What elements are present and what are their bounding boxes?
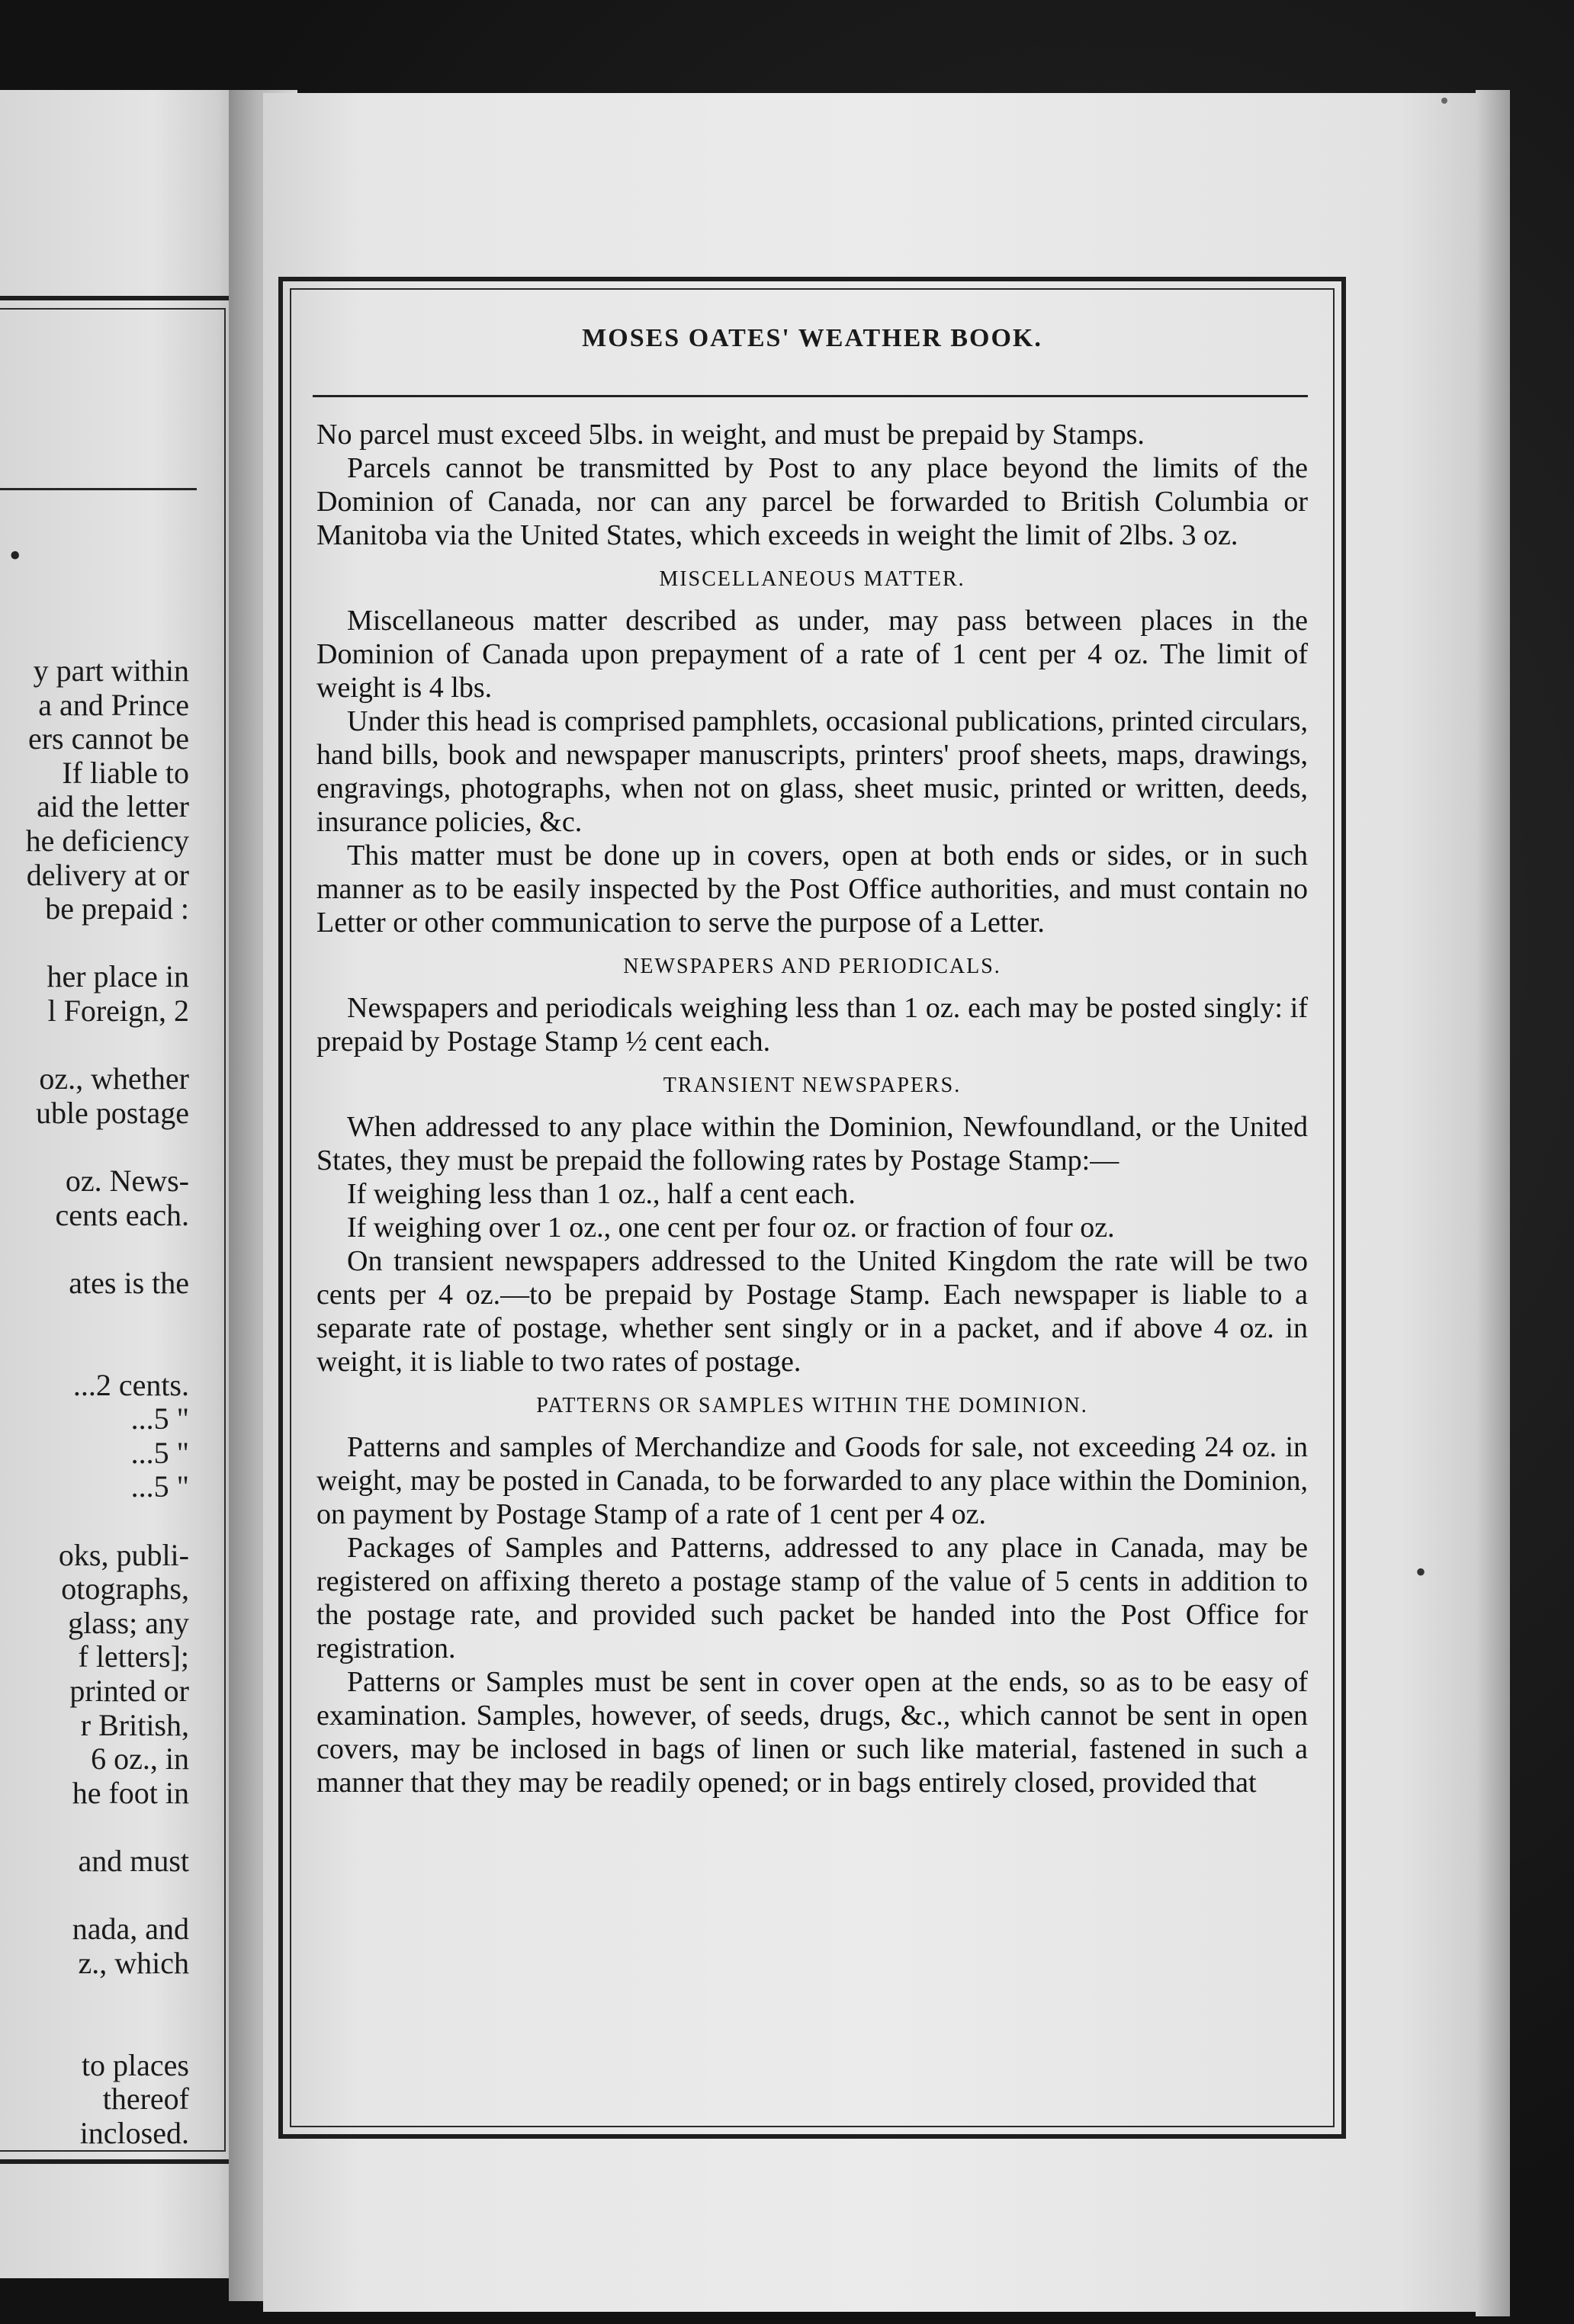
body-paragraph: When addressed to any place within the Dominion, Newfoundland, or the United States, they must be prepaid the following rates by Postage Stamp:— [316, 1111, 1308, 1176]
facing-page-line: delivery at or [26, 857, 189, 892]
body-paragraph: Parcels cannot be transmitted by Post to any place beyond the limits of the Dominion of Canada, nor can any parcel be forwarded to British Columbia or Manitoba via the United States, which exceeds in weight the limit of 2lbs. 3 oz. [316, 452, 1308, 551]
facing-page-header-rule [0, 488, 197, 490]
facing-page-line: aid the letter [37, 789, 189, 824]
facing-page-line: y part within [33, 654, 189, 688]
facing-page-line: and must [78, 1844, 189, 1878]
facing-page-line: f letters]; [78, 1639, 189, 1674]
facing-page-line: ...5 " [130, 1469, 189, 1504]
body-paragraph: Patterns or Samples must be sent in cover open at the ends, so as to be easy of examination. Samples, however, of seeds, drugs, &c., which cannot be sent in open covers, may be inclosed in bags of linen or such like material, fastened in such a manner that they may be readily opened; or in bags entirely closed, provided that [316, 1666, 1308, 1799]
body-paragraph: Patterns and samples of Merchandize and Goods for sale, not exceeding 24 oz. in weight, may be posted in Canada, to be forwarded to any place within the Dominion, on payment by Postage Stamp of a rate of 1 cent per 4 oz. [316, 1431, 1308, 1530]
section-heading: TRANSIENT NEWSPAPERS. [663, 1074, 962, 1097]
body-paragraph: This matter must be done up in covers, open at both ends or sides, or in such manner as to be easily inspected by the Post Office authorities, and must contain no Letter or other communication to serve the purpose of a Letter. [316, 839, 1308, 939]
body-paragraph: No parcel must exceed 5lbs. in weight, and must be prepaid by Stamps. [316, 419, 1145, 451]
facing-page-text [0, 654, 189, 2255]
body-paragraph: Under this head is comprised pamphlets, occasional publications, printed circulars, hand bills, book and newspaper manuscripts, printers' proof sheets, maps, drawings, engravings, photographs, when not on glass, sheet music, printed or written, deeds, insurance policies, &c. [316, 705, 1308, 838]
facing-page-line: a and Prince [38, 687, 189, 722]
header-rule [313, 395, 1308, 397]
facing-page-line: oz., whether [39, 1061, 189, 1096]
facing-page-line: ...5 " [130, 1435, 189, 1470]
body-paragraph: Miscellaneous matter described as under, may pass between places in the Dominion of Canada upon prepayment of a rate of 1 cent per 4 oz. The limit of weight is 4 lbs. [316, 605, 1308, 704]
facing-page-line: l Foreign, 2 [47, 993, 189, 1028]
facing-page-line: ers cannot be [27, 721, 189, 756]
facing-page-line: nada, and [72, 1912, 189, 1947]
facing-page-line: ...2 cents. [72, 1367, 189, 1402]
facing-page-line: he deficiency [25, 823, 189, 858]
body-paragraph: If weighing over 1 oz., one cent per four oz. or fraction of four oz. [347, 1212, 1115, 1244]
facing-page-line: ates is the [69, 1265, 189, 1300]
facing-page-line: If liable to [62, 755, 189, 790]
facing-page-line: her place in [47, 959, 189, 994]
facing-page-line: thereof [102, 2082, 189, 2117]
section-heading: PATTERNS OR SAMPLES WITHIN THE DOMINION. [536, 1394, 1088, 1417]
facing-page-dot: • [9, 537, 21, 574]
facing-page [0, 90, 255, 2278]
facing-page-line: oks, publi- [58, 1537, 189, 1572]
body-paragraph: Newspapers and periodicals weighing less than 1 oz. each may be posted singly: if prepaid by Postage Stamp ½ cent each. [316, 992, 1308, 1058]
body-paragraph: On transient newspapers addressed to the United Kingdom the rate will be two cents per 4 oz.—to be prepaid by Postage Stamp. Each newspaper is liable to a separate rate of postage, whether sent singly or in a packet, and if above 4 oz. in weight, it is liable to two rates of postage. [316, 1245, 1308, 1378]
facing-page-line: glass; any [68, 1605, 189, 1640]
facing-page-line: ...5 " [130, 1401, 189, 1436]
page-body [316, 418, 1308, 1799]
running-header: MOSES OATES' WEATHER BOOK. [582, 324, 1042, 352]
facing-page-line: to places [81, 2047, 189, 2082]
facing-page-line: oz. News- [65, 1164, 189, 1198]
facing-page-line: he foot in [72, 1775, 189, 1810]
facing-page-line: be prepaid : [45, 891, 189, 926]
facing-page-line: cents each. [55, 1197, 189, 1232]
facing-page-line: printed or [69, 1674, 189, 1708]
margin-fleck [1441, 98, 1447, 104]
section-heading: MISCELLANEOUS MATTER. [659, 567, 965, 591]
margin-dot: • [1415, 1555, 1427, 1589]
section-heading: NEWSPAPERS AND PERIODICALS. [623, 955, 1001, 978]
facing-page-line: uble postage [35, 1095, 189, 1130]
facing-page-line: 6 oz., in [91, 1741, 189, 1777]
body-paragraph: Packages of Samples and Patterns, addressed to any place in Canada, may be registered on affixing thereto a postage stamp of the value of 5 cents in addition to the postage rate, and provided such packet be handed into the Post Office for registration. [316, 1532, 1308, 1664]
body-paragraph: If weighing less than 1 oz., half a cent each. [347, 1178, 856, 1210]
facing-page-line: otographs, [61, 1571, 189, 1607]
facing-page-line: r British, [80, 1707, 189, 1742]
facing-page-line: inclosed. [79, 2115, 189, 2150]
page-edge [1476, 90, 1510, 2316]
facing-page-line: z., which [78, 1945, 189, 1980]
